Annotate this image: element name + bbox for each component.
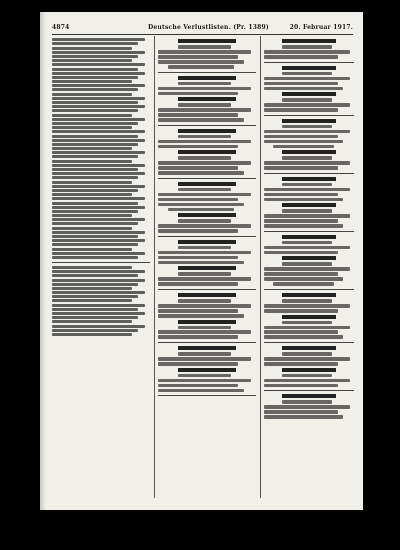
text-line [282, 45, 332, 49]
text-line [178, 299, 232, 303]
text-line [264, 330, 338, 334]
text-line [52, 42, 138, 45]
text-line [264, 77, 350, 81]
text-line [52, 218, 145, 221]
text-line [52, 118, 145, 121]
text-line [52, 274, 138, 277]
section-heading [178, 320, 237, 324]
text-line [264, 140, 343, 144]
text-line [158, 92, 238, 96]
text-line [264, 135, 338, 139]
text-line [158, 108, 251, 112]
text-line [52, 176, 138, 179]
text-line [52, 202, 138, 205]
section-rule [264, 173, 354, 174]
text-line [178, 326, 232, 330]
text-line [178, 246, 232, 250]
text-line [52, 283, 138, 286]
text-line [52, 308, 138, 311]
section-rule [158, 342, 256, 343]
text-line [52, 333, 132, 336]
section-heading [178, 346, 237, 350]
text-line [273, 282, 334, 286]
text-line [52, 193, 132, 196]
text-line [264, 362, 338, 366]
text-line [52, 222, 138, 225]
text-line [52, 97, 145, 100]
text-line [282, 72, 332, 76]
column-divider [154, 36, 155, 498]
column-divider [260, 36, 261, 498]
text-line [52, 122, 138, 125]
text-line [52, 51, 145, 54]
text-line [52, 291, 145, 294]
section-rule [158, 289, 256, 290]
text-line [52, 63, 145, 66]
text-line [52, 80, 132, 83]
section-heading [178, 368, 237, 372]
text-line [52, 155, 138, 158]
section-rule [158, 395, 256, 396]
text-line [264, 272, 338, 276]
text-line [158, 229, 238, 233]
text-line [52, 151, 145, 154]
text-line [178, 103, 232, 107]
text-line [52, 59, 132, 62]
text-line [52, 93, 132, 96]
section-heading [178, 293, 237, 297]
text-line [52, 252, 145, 255]
section-heading [178, 182, 237, 186]
section-rule [264, 390, 354, 391]
section-rule [264, 342, 354, 343]
text-line [158, 118, 244, 122]
text-line [158, 55, 238, 59]
text-line [158, 277, 251, 281]
text-line [158, 60, 244, 64]
text-line [52, 231, 145, 234]
text-line [264, 405, 350, 409]
text-line [52, 243, 138, 246]
text-line [282, 374, 332, 378]
text-line [52, 270, 145, 273]
text-line [158, 256, 238, 260]
section-heading [178, 76, 237, 80]
section-heading [282, 39, 336, 43]
text-line [282, 241, 332, 245]
section-heading [178, 213, 237, 217]
text-line [264, 82, 338, 86]
text-line [264, 224, 343, 228]
section-heading [178, 39, 237, 43]
text-line [52, 279, 145, 282]
text-line [158, 330, 251, 334]
text-line [264, 384, 338, 388]
text-line [52, 72, 145, 75]
text-line [168, 65, 235, 69]
text-line [158, 171, 244, 175]
text-line [282, 400, 332, 404]
text-line [264, 198, 343, 202]
text-line [52, 101, 138, 104]
text-line [158, 166, 238, 170]
text-line [282, 262, 332, 266]
text-line [52, 248, 132, 251]
text-line [178, 219, 232, 223]
text-line [158, 113, 238, 117]
text-line [264, 415, 343, 419]
text-line [264, 309, 338, 313]
text-line [52, 312, 145, 315]
section-heading [178, 240, 237, 244]
column-right [264, 37, 354, 500]
text-line [52, 316, 138, 319]
text-line [264, 246, 350, 250]
text-line [158, 251, 251, 255]
section-heading [282, 235, 336, 239]
text-line [52, 139, 145, 142]
text-line [158, 389, 244, 393]
text-line [264, 193, 338, 197]
section-heading [282, 119, 336, 123]
text-line [178, 374, 232, 378]
text-line [52, 239, 145, 242]
text-line [52, 295, 138, 298]
text-line [264, 267, 350, 271]
text-line [52, 38, 145, 41]
section-rule [158, 178, 256, 179]
text-line [282, 183, 332, 187]
text-line [158, 362, 238, 366]
section-heading [282, 394, 336, 398]
text-line [264, 50, 350, 54]
section-heading [282, 315, 336, 319]
text-line [52, 325, 145, 328]
text-line [52, 88, 138, 91]
text-line [52, 172, 145, 175]
section-heading [282, 368, 336, 372]
text-line [264, 304, 350, 308]
text-line [52, 329, 138, 332]
page-shadow [40, 12, 46, 510]
text-line [52, 214, 132, 217]
text-line [178, 272, 232, 276]
text-line [52, 130, 145, 133]
section-heading [282, 177, 336, 181]
text-line [52, 256, 138, 259]
text-line [168, 208, 235, 212]
header-rule [52, 34, 353, 35]
text-line [52, 168, 138, 171]
text-line [282, 321, 332, 325]
text-line [52, 197, 145, 200]
text-line [158, 261, 244, 265]
text-line [52, 299, 132, 302]
text-line [52, 266, 132, 269]
section-heading [282, 203, 336, 207]
section-rule [264, 115, 354, 116]
page-date: 20. Februar 1917. [289, 24, 353, 31]
text-line [158, 335, 238, 339]
text-line [178, 45, 232, 49]
text-line [52, 126, 132, 129]
text-line [158, 203, 244, 207]
column-left [52, 37, 150, 500]
section-rule [158, 72, 256, 73]
text-line [52, 287, 132, 290]
text-line [178, 135, 232, 139]
section-rule [264, 62, 354, 63]
text-line [264, 108, 338, 112]
text-line [158, 87, 251, 91]
section-heading [282, 293, 336, 297]
section-heading [282, 346, 336, 350]
column-middle [158, 37, 256, 500]
text-line [282, 352, 332, 356]
text-line [52, 76, 138, 79]
text-line [158, 304, 251, 308]
text-line [264, 277, 343, 281]
text-line [158, 384, 238, 388]
text-line [52, 147, 132, 150]
text-line [52, 143, 138, 146]
text-line [158, 50, 251, 54]
text-line [52, 160, 132, 163]
text-line [52, 164, 145, 167]
section-heading [178, 97, 237, 101]
text-line [158, 314, 244, 318]
text-line [264, 87, 343, 91]
text-line [273, 145, 334, 149]
section-heading [282, 66, 336, 70]
page-title: Deutsche Verlustlisten. (Pr. 1389) [148, 24, 269, 31]
text-line [264, 326, 350, 330]
text-line [52, 304, 145, 307]
text-line [158, 161, 251, 165]
text-line [52, 55, 138, 58]
text-line [52, 68, 138, 71]
text-line [52, 109, 138, 112]
section-rule [52, 262, 150, 263]
text-line [282, 98, 332, 102]
text-line [264, 219, 338, 223]
text-line [52, 189, 138, 192]
text-line [264, 55, 338, 59]
text-line [264, 251, 338, 255]
section-heading [282, 256, 336, 260]
text-line [52, 135, 138, 138]
text-line [52, 185, 145, 188]
text-line [264, 335, 343, 339]
page-number: 4874 [52, 24, 70, 31]
text-line [52, 210, 138, 213]
text-line [178, 188, 232, 192]
text-line [264, 357, 350, 361]
text-line [52, 114, 132, 117]
text-line [158, 224, 251, 228]
text-line [282, 156, 332, 160]
text-line [52, 320, 132, 323]
text-line [282, 209, 332, 213]
section-heading [282, 150, 336, 154]
text-line [52, 235, 138, 238]
text-line [158, 379, 251, 383]
text-line [178, 156, 232, 160]
text-line [158, 198, 238, 202]
text-line [264, 379, 350, 383]
text-line [158, 140, 251, 144]
newspaper-page [40, 12, 363, 510]
text-line [264, 130, 350, 134]
text-line [158, 282, 238, 286]
text-line [158, 193, 251, 197]
text-line [52, 84, 145, 87]
text-line [264, 166, 338, 170]
text-line [158, 309, 238, 313]
text-line [264, 410, 338, 414]
text-line [178, 352, 232, 356]
text-line [52, 206, 145, 209]
text-line [282, 299, 332, 303]
text-line [264, 103, 350, 107]
text-line [282, 125, 332, 129]
text-line [52, 181, 132, 184]
section-heading [282, 92, 336, 96]
text-line [158, 357, 251, 361]
text-line [158, 145, 238, 149]
text-line [264, 161, 350, 165]
section-rule [264, 289, 354, 290]
section-rule [158, 125, 256, 126]
section-rule [158, 236, 256, 237]
text-line [264, 214, 350, 218]
text-line [178, 82, 232, 86]
section-heading [178, 150, 237, 154]
section-heading [178, 266, 237, 270]
text-line [52, 47, 132, 50]
text-line [264, 188, 350, 192]
text-line [52, 105, 145, 108]
text-line [52, 227, 132, 230]
section-rule [264, 231, 354, 232]
section-heading [178, 129, 237, 133]
